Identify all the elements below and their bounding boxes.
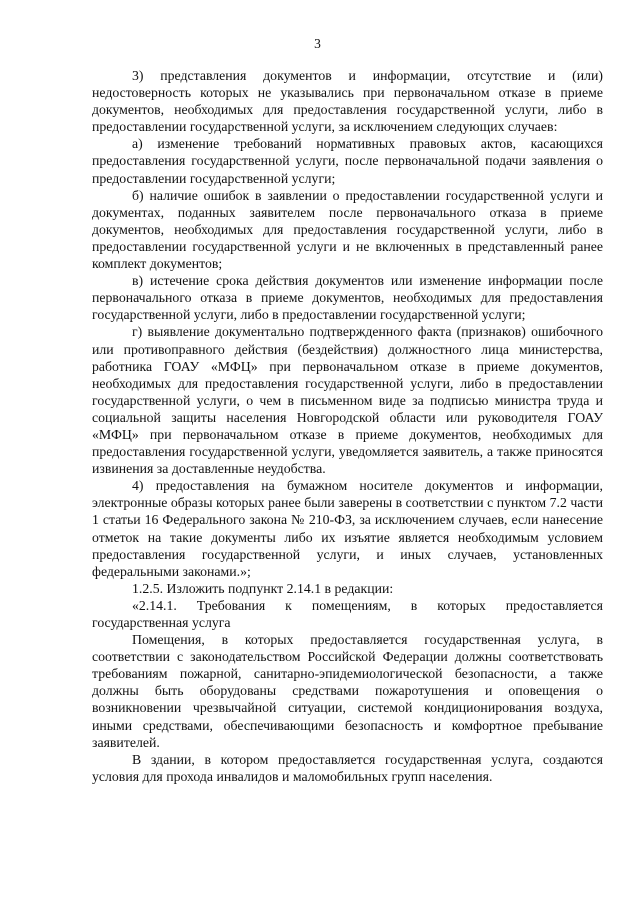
- paragraph-subitem-v: в) истечение срока действия документов или изменение информации после первоначального отказа в приеме документов, необходимых для предоставления государственной услуги, либо в предоставлении государственной услуги;: [92, 273, 603, 323]
- document-body: [92, 67, 603, 785]
- paragraph-item-3: 3) представления документов и информации, отсутствие и (или) недостоверность которых не указывались при первоначальном отказе в приеме документов, необходимых для предоставления государственной услуги, либо в предоставлении государственной услуги, за исключением следующих случаев:: [92, 68, 603, 135]
- paragraph-subitem-g: г) выявление документально подтвержденного факта (признаков) ошибочного или противоправного действия (бездействия) должностного лица министерства, работника ГОАУ «МФЦ» при первоначальном отказе в приеме документов, необходимых для предоставления государственной услуги, либо в предоставлении государственной услуги, о чем в письменном виде за подписью министра труда и социальной защиты населения Новгородской области или руководителя ГОАУ «МФЦ» при первоначальном отказе в приеме документов, необходимых для предоставления государственной услуги, уведомляется заявитель, а также приносятся извинения за доставленные неудобства.: [92, 324, 603, 477]
- paragraph-accessibility: В здании, в котором предоставляется государственная услуга, создаются условия для прохода инвалидов и маломобильных групп населения.: [92, 751, 603, 784]
- paragraph-item-4: 4) предоставления на бумажном носителе документов и информации, электронные образы которых ранее были заверены в соответствии с пунктом 7.2 части 1 статьи 16 Федерального закона № 210-ФЗ, за исключением случаев, если нанесение отметок на такие документы либо их изъятие является необходимым условием предоставления государственной услуги, и иных случаев, установленных федеральными законами.»;: [92, 478, 603, 579]
- paragraph-subitem-b: б) наличие ошибок в заявлении о предоставлении государственной услуги и документах, поданных заявителем после первоначального отказа в приеме документов, необходимых для предоставления государственной услуги, либо в предоставлении государственной услуги и не включенных в представленный ранее комплект документов;: [92, 187, 603, 272]
- paragraph-amendment-1-2-5: 1.2.5. Изложить подпункт 2.14.1 в редакции:: [132, 580, 394, 596]
- page-number: 3: [314, 36, 321, 51]
- paragraph-subitem-a: а) изменение требований нормативных правовых актов, касающихся предоставления государственной услуги, после первоначальной подачи заявления о предоставлении государственной услуги;: [92, 136, 603, 186]
- paragraph-premises-requirements: Помещения, в которых предоставляется государственная услуга, в соответствии с законодательством Российской Федерации должны соответствовать требованиям пожарной, санитарно-эпидемиологической безопасности, а также должны быть оборудованы средствами пожаротушения и оповещения о возникновении чрезвычайной ситуации, системой кондиционирования воздуха, иными средствами, обеспечивающими безопасность и комфортное пребывание заявителей.: [92, 632, 603, 750]
- paragraph-section-2-14-1-heading: «2.14.1. Требования к помещениям, в которых предоставляется государственная услуга: [92, 597, 603, 630]
